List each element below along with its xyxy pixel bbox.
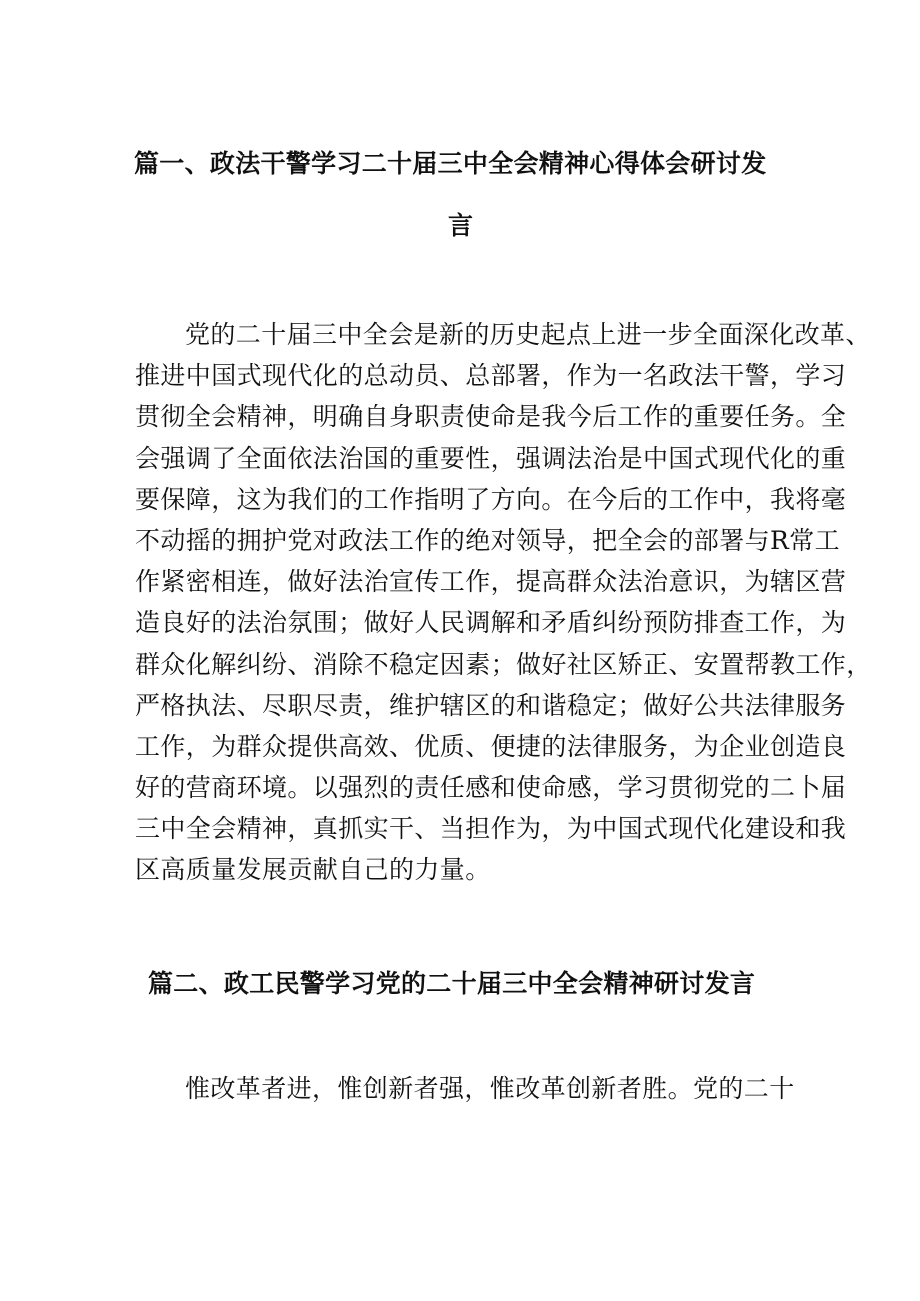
paragraph-line: 党的二十届三中全会是新的历史起点上进一步全面深化改革、 (185, 320, 871, 349)
article2-title: 篇二、政工民警学习党的二十届三中全会精神研讨发言 (148, 969, 756, 998)
paragraph-line: 惟改革者进，惟创新者强，惟改革创新者胜。党的二十 (185, 1074, 795, 1103)
article1-title-line2: 言 (448, 211, 474, 240)
article2-paragraph (135, 1068, 795, 1109)
paragraph-line: 会强调了全面依法治国的重要性，强调法治是中国式现代化的重 (135, 443, 847, 473)
paragraph-line: 推进中国式现代化的总动员、总部署，作为一名政法干警，学习 (135, 361, 847, 391)
article1-title-line1: 篇一、政法干警学习二十届三中全会精神心得体会研讨发 (134, 149, 767, 178)
paragraph-line: 作紧密相连，做好法治宣传工作，提高群众法治意识，为辖区营 (135, 567, 847, 597)
paragraph-line: 群众化解纠纷、消除不稳定因素；做好社区矫正、安置帮教工作， (135, 649, 872, 679)
paragraph-line: 要保障，这为我们的工作指明了方向。在今后的工作中，我将毫 (135, 484, 847, 514)
article1-paragraph (135, 314, 872, 891)
paragraph-line: 区高质量发展贡献自己的力量。 (135, 855, 491, 885)
paragraph-line: 好的营商环境。以强烈的责任感和使命感，学习贯彻党的二卜届 (135, 773, 847, 803)
paragraph-line: 造良好的法治氛围；做好人民调解和矛盾纠纷预防排查工作，为 (135, 608, 847, 638)
paragraph-line: 贯彻全会精神，明确自身职责使命是我今后工作的重要任务。全 (135, 402, 847, 432)
paragraph-line: 工作，为群众提供高效、优质、便捷的法律服务，为企业创造良 (135, 731, 847, 761)
paragraph-line: 三中全会精神，真抓实干、当担作为，为中国式现代化建设和我 (135, 814, 847, 844)
paragraph-line: 不动摇的拥护党对政法工作的绝对领导，把全会的部署与R常工 (135, 525, 841, 555)
paragraph-line: 严格执法、尽职尽责，维护辖区的和谐稳定；做好公共法律服务 (135, 690, 847, 720)
